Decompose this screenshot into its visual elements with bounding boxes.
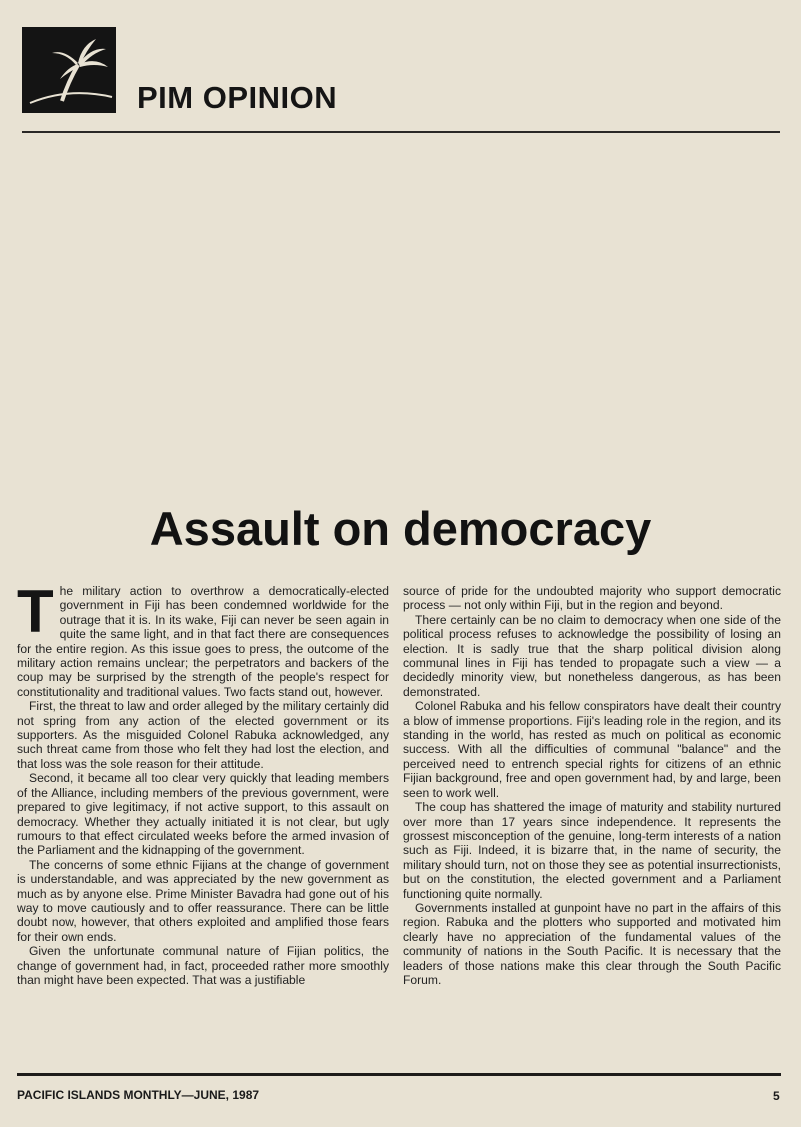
header-rule xyxy=(22,131,780,133)
paragraph: Second, it became all too clear very quickly that leading members of the Alliance, including members of the previous government, were prepared to give legitimacy, if not active support, to this assault on democracy. Whether they actually initiated it is not clear, but ugly rumours to that effect circulated weeks before the armed invasion of the Parliament and the kidnapping of the government. xyxy=(17,771,389,858)
paragraph: First, the threat to law and order alleged by the military certainly did not spring from any action of the elected government or its supporters. As the misguided Colonel Rabuka acknowledged, any such threat came from those who felt they had lost the election, and that loss was the sole reason for their attitude. xyxy=(17,699,389,771)
footer-rule xyxy=(17,1073,781,1076)
paragraph: There certainly can be no claim to democracy when one side of the political process refuses to acknowledge the possibility of losing an election. It is sadly true that the sharp political division along communal lines in Fiji has tended to propagate such a view — a decidedly minority view, but nonetheless dangerous, as has been demonstrated. xyxy=(403,612,781,699)
left-column xyxy=(17,578,389,987)
page-number: 5 xyxy=(773,1089,780,1103)
paragraph: The military action to overthrow a democratically-elected government in Fiji has been condemned worldwide for the outrage that it is. In its wake, Fiji can never be seen again in quite the same light, and in that fact there are consequences for the entire region. As this issue goes to press, the outcome of the military action remains unclear; the perpetrators and backers of the coup may be surprised by the strength of the people's respect for constitutionality and traditional values. Two facts stand out, however. xyxy=(17,578,389,699)
paragraph: The concerns of some ethnic Fijians at the change of government is understandable, and was appreciated by the new government as much as by anyone else. Prime Minister Bavadra had gone out of his way to move cautiously and to offer reassurance. There can be little doubt now, however, that others exploited and amplified those fears for their own ends. xyxy=(17,857,389,944)
paragraph: Given the unfortunate communal nature of Fijian politics, the change of government had, in fact, proceeded rather more smoothly than might have been expected. That was a justifiable xyxy=(17,944,389,987)
paragraph: The coup has shattered the image of maturity and stability nurtured over more than 17 years since independence. It represents the grossest misconception of the genuine, long-term interests of a nation such as Fiji. Indeed, it is bizarre that, in the name of security, the military should turn, not on those they see as potential insurrectionists, but on the constitution, the elected government and a Parliament functioning quite normally. xyxy=(403,800,781,901)
paragraph: Governments installed at gunpoint have no part in the affairs of this region. Rabuka and the plotters who supported and motivated him clearly have no appreciation of the fundamental values of the community of nations in the South Pacific. It is necessary that the leaders of those nations make this clear through the South Pacific Forum. xyxy=(403,900,781,987)
paragraph: Colonel Rabuka and his fellow conspirators have dealt their country a blow of immense proportions. Fiji's leading role in the region, and its standing in the world, has rested as much on political as economic success. With all the difficulties of communal "balance" and the perceived need to entrench special rights for citizens of an ethnic Fijian background, free and open government had, by and large, been seen to work well. xyxy=(403,699,781,800)
section-title: PIM OPINION xyxy=(137,80,338,115)
drop-cap: T xyxy=(17,578,54,645)
publication-footer: PACIFIC ISLANDS MONTHLY—JUNE, 1987 xyxy=(17,1088,260,1102)
paragraph: source of pride for the undoubted majority who support democratic process — not only within Fiji, but in the region and beyond. xyxy=(403,584,781,613)
palm-tree-icon xyxy=(22,27,116,113)
article-headline: Assault on democracy xyxy=(149,502,652,555)
right-column xyxy=(403,584,781,987)
